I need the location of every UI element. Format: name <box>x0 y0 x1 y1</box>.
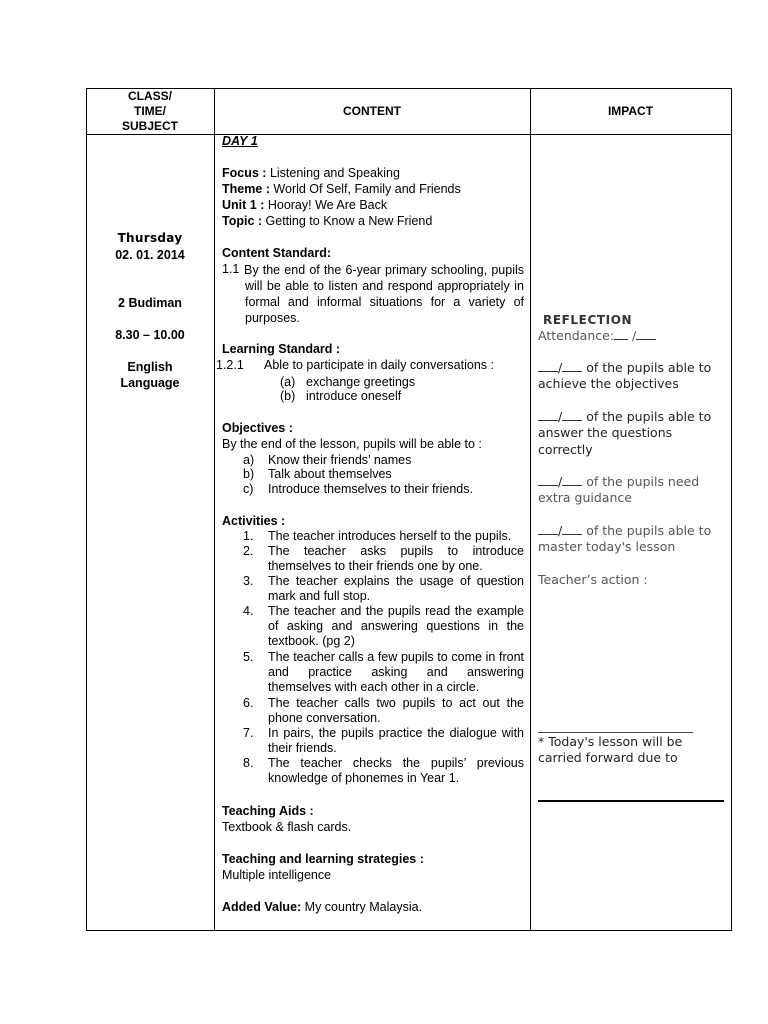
activity-3-text: The teacher explains the usage of question mark and full stop. <box>268 574 524 604</box>
reflection-line-3: / of the pupils need extra guidance <box>538 474 700 506</box>
table-right-border <box>731 88 732 931</box>
topic-label: Topic : <box>222 214 263 228</box>
teaching-aids-label: Teaching Aids : <box>222 804 314 818</box>
reflection-line-1: / of the pupils able to achieve the objectives <box>538 360 712 392</box>
ls-item-b-marker: (b) <box>280 389 296 403</box>
theme-value: World Of Self, Family and Friends <box>273 182 461 196</box>
class-name: 2 Budiman <box>118 296 182 310</box>
learning-standard-text: Able to participate in daily conversations : <box>264 358 494 372</box>
focus-value: Listening and Speaking <box>269 166 400 180</box>
column-divider-2 <box>530 88 531 931</box>
unit-value: Hooray! We Are Back <box>267 198 388 212</box>
objective-b-marker: b) <box>243 467 255 481</box>
unit-label: Unit 1 : <box>222 198 265 212</box>
objective-c-text: Introduce themselves to their friends. <box>268 482 473 496</box>
subject-line-2: Language <box>120 376 180 390</box>
objectives-intro: By the end of the lesson, pupils will be able to : <box>222 437 482 451</box>
teacher-action-label: Teacher’s action : <box>538 572 648 587</box>
lesson-date: 02. 01. 2014 <box>115 248 185 262</box>
activity-6-marker: 6. <box>243 696 254 710</box>
focus-label: Focus : <box>222 166 267 180</box>
blank-4a[interactable] <box>538 534 558 535</box>
header-impact: IMPACT <box>607 104 654 118</box>
subject-line-1: English <box>127 360 173 374</box>
reflection-line-4: / of the pupils able to master today's lesson <box>538 523 712 555</box>
activity-7-text: In pairs, the pupils practice the dialogue with their friends. <box>268 726 524 756</box>
objective-b-text: Talk about themselves <box>268 467 392 481</box>
activity-5-marker: 5. <box>243 650 254 664</box>
theme-line <box>222 182 524 198</box>
header-class-time-subject <box>86 89 214 134</box>
ls-item-a-marker: (a) <box>280 375 296 389</box>
reflection-line-4-text: of the pupils able to master today's lesson <box>538 523 712 555</box>
blank-2b[interactable] <box>562 420 582 421</box>
objectives-label: Objectives : <box>222 421 293 435</box>
added-value-line <box>222 900 524 916</box>
column-divider-1 <box>214 88 215 931</box>
activities-label: Activities : <box>222 514 286 528</box>
attendance-line: Attendance: / <box>538 328 728 344</box>
blank-2a[interactable] <box>538 420 558 421</box>
objective-a-marker: a) <box>243 453 255 467</box>
strategies-label: Teaching and learning strategies : <box>222 852 424 866</box>
content-standard-text: By the end of the 6-year primary schooling, pupils will be able to listen and respond appropriately in formal and informal situations for a variety of purposes. <box>244 263 524 325</box>
theme-label: Theme : <box>222 182 270 196</box>
blank-3b[interactable] <box>562 485 582 486</box>
content-standard-number: 1.1 <box>222 262 240 276</box>
header-time: TIME/ <box>134 104 166 118</box>
objective-a-text: Know their friends’ names <box>268 453 412 467</box>
learning-standard-label: Learning Standard : <box>222 342 341 356</box>
reflection-line-2-text: of the pupils able to answer the questions correctly <box>538 409 712 457</box>
day-heading: DAY 1 <box>222 134 258 148</box>
carried-forward-underline[interactable] <box>538 800 724 802</box>
carried-forward-note: * Today's lesson will be carried forward due to <box>538 734 683 766</box>
topic-value: Getting to Know a New Friend <box>265 214 433 228</box>
teacher-action-underline[interactable] <box>538 732 693 733</box>
ls-item-a-text: exchange greetings <box>306 375 416 389</box>
activity-8-marker: 8. <box>243 756 254 770</box>
blank-1b[interactable] <box>562 371 582 372</box>
activity-3-marker: 3. <box>243 574 254 588</box>
objective-c-marker: c) <box>243 482 254 496</box>
blank-3a[interactable] <box>538 485 558 486</box>
table-left-border <box>86 88 87 931</box>
activity-8-text: The teacher checks the pupils’ previous knowledge of phonemes in Year 1. <box>268 756 524 786</box>
activity-5-text: The teacher calls a few pupils to come in front and practice asking and answering themselves with each other in a circle. <box>268 650 524 695</box>
added-value-value: My country Malaysia. <box>304 900 423 914</box>
attendance-total-blank[interactable] <box>636 339 656 340</box>
added-value-label: Added Value: <box>222 900 302 914</box>
lesson-time: 8.30 – 10.00 <box>115 328 185 342</box>
content-standard-label: Content Standard: <box>222 246 332 260</box>
attendance-label: Attendance: <box>538 328 615 343</box>
activity-2-text: The teacher asks pupils to introduce themselves to their friends one by one. <box>268 544 524 574</box>
teaching-aids-value: Textbook & flash cards. <box>222 820 352 834</box>
reflection-heading: REFLECTION <box>543 313 633 327</box>
activity-7-marker: 7. <box>243 726 254 740</box>
blank-4b[interactable] <box>562 534 582 535</box>
ls-item-b-text: introduce oneself <box>306 389 402 403</box>
unit-line <box>222 198 524 214</box>
reflection-line-1-text: of the pupils able to achieve the objectives <box>538 360 712 392</box>
table-bottom-border <box>86 930 732 931</box>
focus-line <box>222 166 524 182</box>
attendance-present-blank[interactable] <box>614 339 628 340</box>
learning-standard-number: 1.2.1 <box>216 358 244 372</box>
activity-6-text: The teacher calls two pupils to act out the phone conversation. <box>268 696 524 726</box>
reflection-line-3-text: of the pupils need extra guidance <box>538 474 700 506</box>
reflection-line-2: / of the pupils able to answer the questions correctly <box>538 409 712 457</box>
strategies-value: Multiple intelligence <box>222 868 332 882</box>
blank-1a[interactable] <box>538 371 558 372</box>
activity-4-text: The teacher and the pupils read the example of asking and answering questions in the textbook. (pg 2) <box>268 604 524 649</box>
activity-2-marker: 2. <box>243 544 254 558</box>
lesson-day: Thursday <box>117 231 183 245</box>
header-content: CONTENT <box>343 104 401 118</box>
activity-4-marker: 4. <box>243 604 254 618</box>
header-subject: SUBJECT <box>121 119 178 133</box>
header-class: CLASS/ <box>127 89 172 103</box>
activity-1-marker: 1. <box>243 529 254 543</box>
activity-1-text: The teacher introduces herself to the pupils. <box>268 529 512 543</box>
topic-line <box>222 214 524 230</box>
